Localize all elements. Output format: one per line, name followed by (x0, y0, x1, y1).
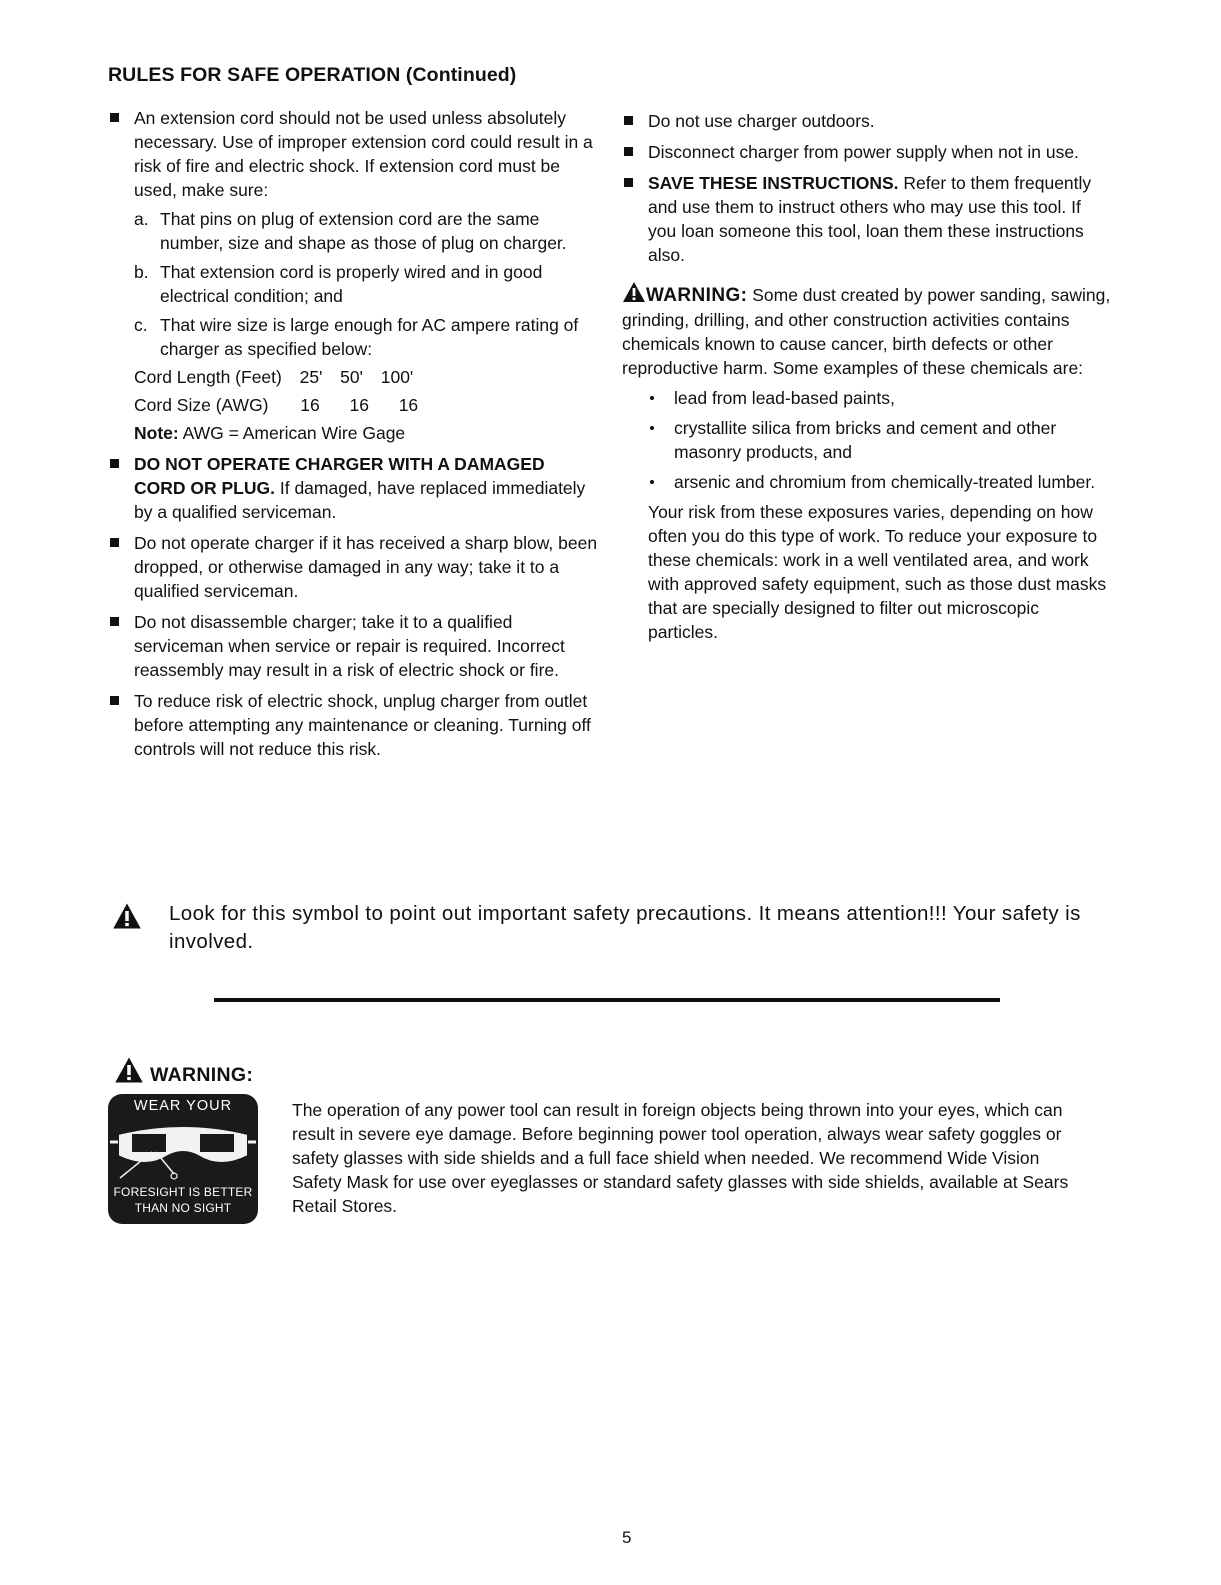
cord-size-label: Cord Size (AWG) (134, 395, 269, 415)
dust-warning (622, 281, 1112, 644)
list-item-unplug: To reduce risk of electric shock, unplug charger from outlet before attempting any maintenance or cleaning. Turning off controls will not reduce this risk. (108, 689, 598, 761)
page-number: 5 (622, 1528, 632, 1547)
chemical-list (622, 386, 1112, 494)
warning-triangle-icon (114, 1056, 144, 1084)
notice-text: Look for this symbol to point out important safety precautions. It means attention!!! Your safety is involved. (169, 902, 1081, 953)
safety-glasses-badge (108, 1094, 258, 1224)
list-item: crystallite silica from bricks and cement and other masonry products, and (650, 416, 1112, 464)
list-item-outdoors: Do not use charger outdoors. (622, 109, 1112, 133)
risk-paragraph: Your risk from these exposures varies, depending on how often you do this type of work. To reduce your exposure to these chemicals: work in a well ventilated area, and work with approved safety equipment, such as those dust masks that are specially designed to filter out microscopic particles. (648, 502, 1107, 642)
dust-warning-label: WARNING: (646, 285, 748, 306)
eye-warning-text: The operation of any power tool can result in foreign objects being thrown into your eyes, which can result in severe eye damage. Before beginning power tool operation, always wear safety goggles or safety glasses with side shields and a full face shield when needed. We recommend Wide Vision Safety Mask for use over eyeglasses or standard safety glasses with side shields, available at Sears Retail Stores. (292, 1100, 1069, 1216)
badge-bottom-line: THAN NO SIGHT (134, 1201, 232, 1215)
cord-length-label: Cord Length (Feet) (134, 367, 282, 387)
list-item: arsenic and chromium from chemically-treated lumber. (650, 470, 1112, 494)
left-column (108, 106, 598, 768)
sub-item-text: That extension cord is properly wired and in good electrical condition; and (160, 262, 543, 306)
note-text: AWG = American Wire Gage (182, 423, 406, 443)
page-title: RULES FOR SAFE OPERATION (Continued) (108, 64, 517, 86)
badge-bottom-text (108, 1184, 258, 1216)
sub-item-text: That pins on plug of extension cord are the same number, size and shape as those of plug on charger. (160, 209, 567, 253)
warning-triangle-icon (622, 281, 646, 303)
dust-warning-text: Some dust created by power sanding, sawing, grinding, drilling, and other construction activities contains chemicals known to cause cancer, birth defects or other reproductive harm. Some examples of these chemicals are: (622, 285, 1111, 378)
badge-top-text: WEAR YOUR (133, 1098, 233, 1114)
damaged-cord-bold: DO NOT OPERATE CHARGER WITH A DAMAGED CORD OR PLUG. (134, 454, 545, 498)
list-item-extension-cord (108, 106, 598, 445)
note-label: Note: (134, 423, 179, 443)
sub-item-label: c. (134, 315, 148, 335)
cord-size-row (134, 393, 598, 417)
cord-size-value: 16 (398, 395, 419, 415)
save-instructions-bold: SAVE THESE INSTRUCTIONS. (648, 173, 899, 193)
save-instructions-text: Refer to them frequently and use them to instruct others who may use this tool. If you loan someone this tool, loan them these instructions also. (648, 173, 1092, 265)
right-column (622, 109, 1112, 644)
list-item-damaged-cord (108, 452, 598, 524)
eye-warning-heading (114, 1056, 253, 1087)
list-item-disconnect: Disconnect charger from power supply when not in use. (622, 140, 1112, 164)
section-divider (214, 998, 1000, 1002)
sub-item-a (134, 207, 598, 255)
cord-length-row (134, 365, 598, 389)
cord-length-value: 50' (340, 367, 363, 387)
sub-item-label: a. (134, 209, 149, 229)
list-item-sharp-blow: Do not operate charger if it has received a sharp blow, been dropped, or otherwise damaged in any way; take it to a qualified serviceman. (108, 531, 598, 603)
warning-triangle-icon (112, 902, 142, 930)
cord-length-value: 100' (380, 367, 414, 387)
badge-bottom-line: FORESIGHT IS BETTER (113, 1185, 253, 1199)
cord-length-value: 25' (299, 367, 323, 387)
cord-size-value: 16 (300, 395, 320, 415)
safety-goggles-icon (108, 1112, 258, 1184)
safety-symbol-notice (112, 900, 1112, 956)
damaged-cord-text: If damaged, have replaced immediately by a qualified serviceman. (134, 478, 586, 522)
awg-note (134, 421, 598, 445)
sub-item-b (134, 260, 598, 308)
sub-item-c (134, 313, 598, 361)
eye-warning-label: WARNING: (150, 1064, 254, 1086)
cord-size-value: 16 (349, 395, 369, 415)
sub-item-label: b. (134, 262, 149, 282)
list-item-save-instructions (622, 171, 1112, 267)
list-item: lead from lead-based paints, (650, 386, 1112, 410)
list-item-disassemble: Do not disassemble charger; take it to a qualified serviceman when service or repair is required. Incorrect reassembly may result in a risk of electric shock or fire. (108, 610, 598, 682)
extension-cord-text: An extension cord should not be used unless absolutely necessary. Use of improper extension cord could result in a risk of fire and electric shock. If extension cord must be used, make sure: (134, 108, 593, 200)
sub-item-text: That wire size is large enough for AC ampere rating of charger as specified below: (160, 315, 579, 359)
